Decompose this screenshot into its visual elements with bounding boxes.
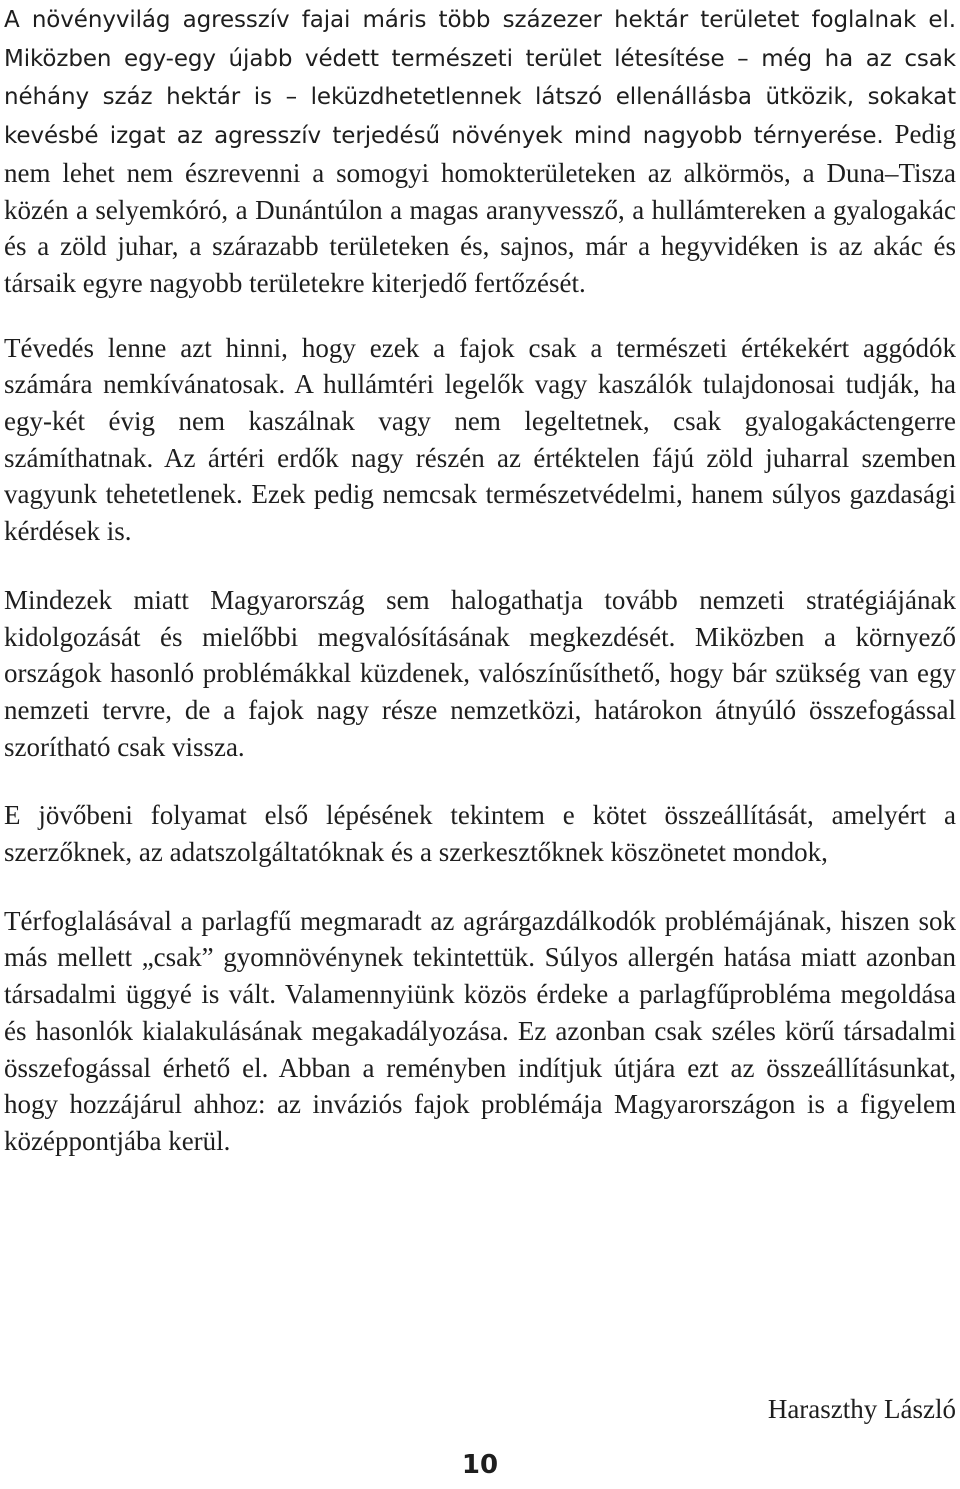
paragraph-4: E jövőbeni folyamat első lépésének tekintem e kötet összeállítását, amelyért a szerzőknek, az adatszolgáltatóknak és a szerkesztőknek köszönetet mondok,	[4, 800, 956, 868]
document-page	[4, 0, 956, 1160]
paragraph-intro-sans-text: A növényvilág agresszív fajai máris több százezer hektár területet foglalnak el. Miközben egy-egy újabb védett természeti terület létesítése – még ha az csak néhány száz hektár is – leküzdhetetlennek látszó ellenállásba ütközik, sokakat kevésbé izgat az agresszív terjedésű növények mind nagyobb térnyerése.	[4, 7, 956, 150]
page-number: 10	[461, 1450, 499, 1480]
paragraph-5: Térfoglalásával a parlagfű megmaradt az agrárgazdálkodók problémájának, hiszen sok más mellett „csak” gyomnövénynek tekintettük. Súlyos allergén hatása miatt azonban társadalmi üggyé is vált. Valamennyiünk közös érdeke a parlagfűprobléma megoldása és hasonlók kialakulásának megakadályozása. Ez azonban csak széles körű társadalmi összefogással érhető el. Abban a reményben indítjuk útjára ezt az összeállításunkat, hogy hozzájárul ahhoz: az inváziós fajok problémája Magyarországon is a figyelem középpontjába kerül.	[4, 905, 956, 1156]
paragraph-3: Mindezek miatt Magyarország sem halogathatja tovább nemzeti stratégiájának kidolgozását és mielőbbi megvalósításának megkezdését. Miközben a környező országok hasonló problémákkal küzdenek, valószínűsíthető, hogy bár szükség van egy nemzeti tervre, de a fajok nagy része nemzetközi, határokon átnyúló összefogással szorítható csak vissza.	[4, 584, 956, 762]
paragraph-intro-serif-text: Pedig nem lehet nem észrevenni a somogyi homokterületeken az alkörmös, a Duna–Tisza közén a selyemkóró, a Dunántúlon a magas aranyvessző, a hullámtereken a gyalogakác és a zöld juhar, a szárazabb területeken és, sajnos, már a hegyvidéken is az akác és társaik egyre nagyobb területekre kiterjedő fertőzését.	[4, 119, 956, 298]
paragraph-intro	[4, 0, 956, 302]
author-signature: Haraszthy László	[767, 1394, 956, 1424]
paragraph-2: Tévedés lenne azt hinni, hogy ezek a fajok csak a természeti értékekért aggódók számára nemkívánatosak. A hullámtéri legelők vagy kaszálók tulajdonosai tudják, ha egy-két évig nem kaszálnak vagy nem legeltetnek, csak gyalogakáctengerre számíthatnak. Az ártéri erdők nagy részén az értéktelen fájú zöld juharral szemben vagyunk tehetetlenek. Ezek pedig nemcsak természetvédelmi, hanem súlyos gazdasági kérdések is.	[4, 332, 956, 547]
